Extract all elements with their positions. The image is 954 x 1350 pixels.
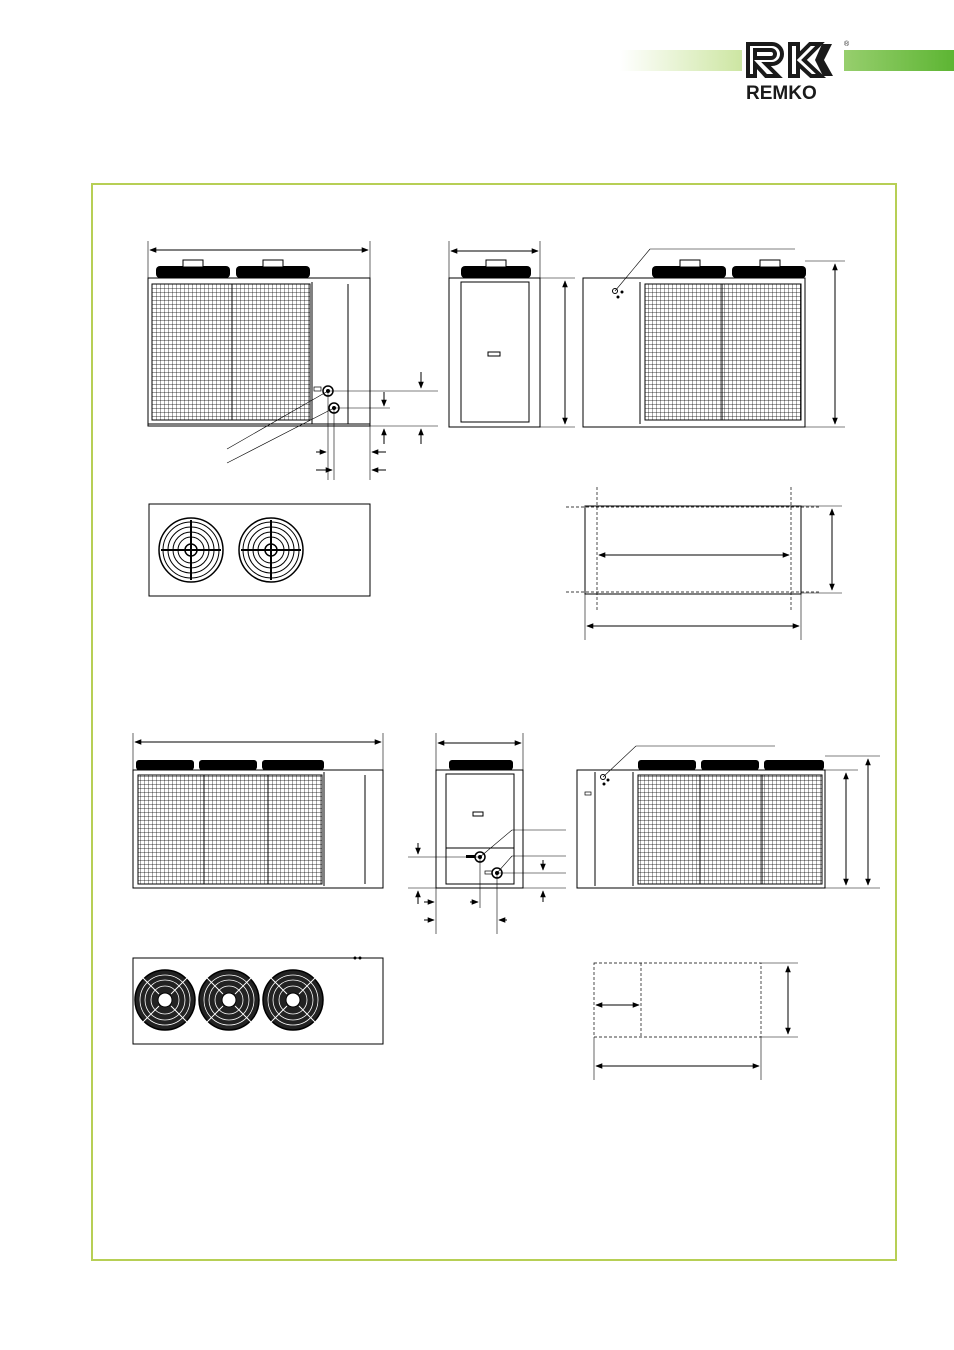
unit2-footprint (594, 963, 798, 1080)
unit2-side-view (408, 733, 566, 934)
unit1-front-view (148, 241, 438, 480)
unit1-side-view (449, 241, 575, 427)
unit1-footprint (566, 487, 842, 640)
unit2-rear-view (577, 746, 880, 888)
brand-name: REMKO (746, 83, 817, 104)
registered-mark: ® (844, 41, 850, 48)
unit1-top-view (149, 504, 370, 596)
unit2-front-view (133, 733, 383, 888)
unit2-top-view (133, 957, 383, 1045)
unit1-rear-view (583, 249, 845, 427)
